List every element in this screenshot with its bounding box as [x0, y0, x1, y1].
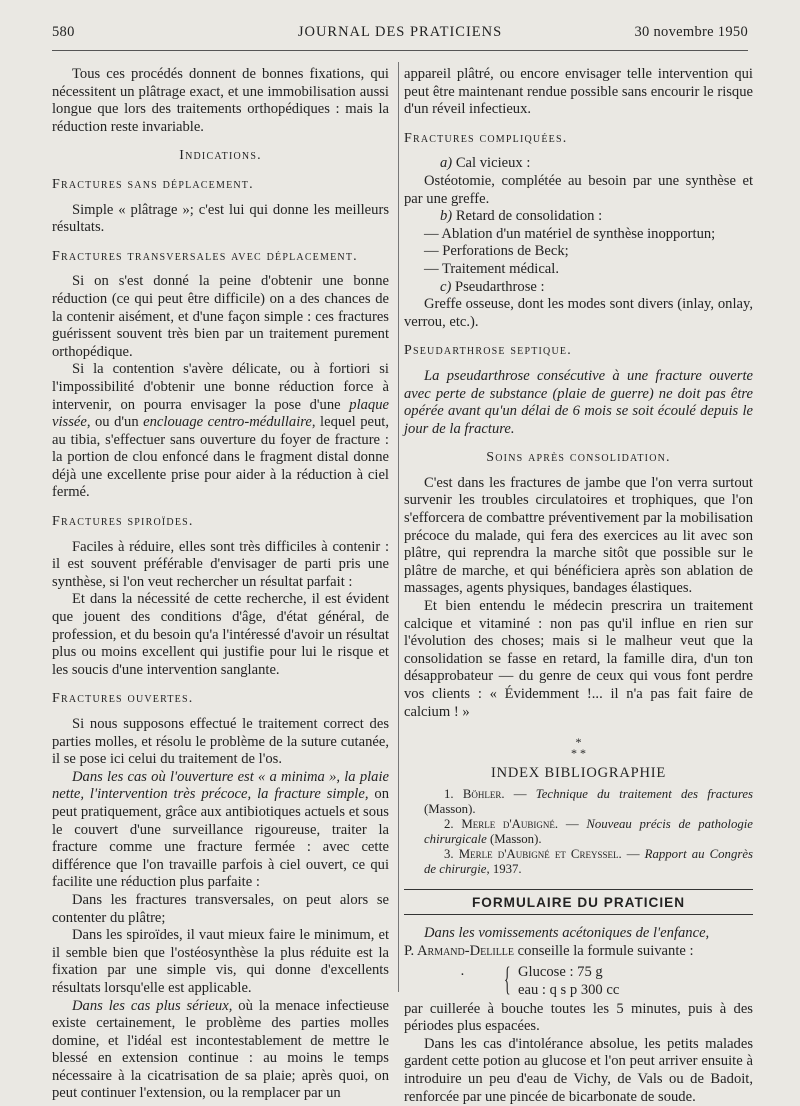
paragraph-ouvertes-1: Si nous supposons effectué le traitement correct des parties molles, et résolu le problème de la suture cutanée, il se pose ici celui du traitement de l'os. — [52, 716, 389, 768]
paragraph-greffe: Greffe osseuse, dont les modes sont divers (inlay, onlay, verrou, etc.). — [404, 296, 753, 330]
bib-title: Rapport au Congrès de chirurgie — [424, 846, 753, 876]
item-c-pseudarthrose — [404, 279, 753, 297]
bib-title: Nouveau précis de pathologie chirurgicale — [424, 816, 753, 846]
italic-run: Dans les cas où l'ouverture est « a minima », la plaie nette, l'intervention très précoce, la fracture simple, — [52, 768, 389, 803]
formulaire-banner: FORMULAIRE DU PRATICIEN — [404, 889, 753, 916]
italic-run: Dans les cas plus sérieux, — [72, 997, 233, 1014]
heading-fractures-spiroides: Fractures spiroïdes. — [52, 514, 194, 530]
bib-sep: — — [558, 816, 587, 831]
bib-entry-1 — [404, 787, 753, 817]
paragraph-osteotomie: Ostéotomie, complétée au besoin par une synthèse et par une greffe. — [404, 172, 753, 207]
stars-bottom: * * — [571, 746, 586, 761]
bib-sep: — — [504, 786, 536, 801]
paragraph-pseudarthrose: La pseudarthrose consécutive à une fracture ouverte avec perte de substance (plaie de guerre) ne doit pas être opérée avant qu'un délai de 6 mois se soit écoulé depuis le jour de la fracture. — [404, 367, 753, 437]
dash-item-perforations: — Perforations de Beck; — [424, 243, 569, 260]
bib-entry-2 — [404, 817, 753, 847]
header-rule — [52, 50, 748, 51]
dash-item-traitement: — Traitement médical. — [424, 260, 559, 277]
bib-number: 2. — [444, 816, 454, 831]
author-name: P. Armand-Delille — [404, 942, 515, 959]
left-column — [52, 66, 389, 1103]
heading-fractures-sans-deplacement: Fractures sans déplacement. — [52, 176, 254, 192]
paragraph-spiroides-2: Et dans la nécessité de cette recherche, il est évident que jouent des conditions d'âge, d'état général, de profession, et du besoin qu'a l'intéressé d'avoir un résultat plus ou moins excellent qui justifie pour lui le risque et les soucis d'une intervention sanglante. — [52, 591, 389, 678]
dash-item-ablation: — Ablation d'un matériel de synthèse inopportun; — [424, 225, 716, 242]
text-run: , ou d'un — [86, 414, 144, 431]
formula-line-glucose: Glucose : 75 g — [518, 963, 603, 980]
issue-date: 30 novembre 1950 — [634, 24, 748, 40]
section-separator — [404, 737, 753, 759]
brace-icon: { — [504, 960, 511, 998]
item-label: a) — [440, 155, 453, 172]
paragraph-transversales-2 — [52, 361, 389, 502]
heading-fractures-ouvertes: Fractures ouvertes. — [52, 691, 194, 707]
page-number: 580 — [52, 24, 75, 40]
bib-rest: , 1937. — [486, 861, 522, 876]
item-text: Pseudarthrose : — [451, 278, 545, 295]
journal-title: JOURNAL DES PRATICIENS — [297, 24, 503, 40]
formula-dot: · — [460, 966, 465, 983]
paragraph-ouvertes-5 — [52, 998, 389, 1104]
index-title: INDEX BIBLIOGRAPHIE — [490, 765, 667, 782]
item-label: c) — [440, 278, 452, 295]
formulaire-paragraph-2: par cuillerée à bouche toutes les 5 minutes, puis à des périodes plus espacées. — [404, 1000, 753, 1035]
item-text: Cal vicieux : — [452, 155, 531, 172]
term-plaque-vissee: plaque vissée — [52, 396, 389, 431]
running-head — [52, 24, 748, 48]
formulaire-paragraph-3: Dans les cas d'intolérance absolue, les petits malades gardent cette potion au glucose et l'on peut arriver ensuite à introduire un peu d'eau de Vichy, de Vals ou de Badoit, renforcée par une pincée de bicarbonate de soude. — [404, 1035, 753, 1105]
bib-title: Technique du traitement des fractures — [535, 786, 753, 801]
heading-indications: Indications. — [179, 148, 262, 164]
italic-run: Dans les vomissements acétoniques de l'enfance, — [424, 925, 710, 942]
text-run: où la menace infectieuse existe certainement, le problème des parties molles domine, et l'idéal est incontestablement de mettre le blessé en extension continue : au moins le temps nécessaire à la cicatrisation de sa plaie; après quoi, on peut continuer l'extension, ou la remplacer par un — [52, 997, 389, 1102]
item-label: b) — [440, 208, 453, 225]
formula-block — [404, 960, 753, 1001]
paragraph-ouvertes-4: Dans les spiroïdes, il vaut mieux faire le minimum, et il semble bien que l'ostéosynthèse la plus réduite est la fixation par une simple vis, qui donne d'excellents résultats lorsqu'elle est applicable. — [52, 927, 389, 996]
item-a-cal-vicieux — [404, 155, 753, 173]
bib-author: Böhler. — [462, 786, 505, 801]
bib-sep: — — [621, 846, 645, 861]
intro-paragraph: Tous ces procédés donnent de bonnes fixations, qui nécessitent un plâtrage exact, et une immobilisation aussi longue que lors des traitements orthopédiques : mais la réduction reste invariable. — [52, 66, 389, 135]
formula-line-eau: eau : q s p 300 cc — [518, 981, 620, 998]
term-enclouage: enclouage centro-médullaire — [143, 414, 312, 431]
bib-author: Merle d'Aubigné. — [461, 816, 559, 831]
paragraph-soins-1: C'est dans les fractures de jambe que l'on verra surtout survenir les troubles circulatoires et trophiques, que l'on s'efforcera de combattre préventivement par la mobilisation précoce du malade, qui fera des exercices au lit avec son plâtre, qui reprendra la marche sitôt que possible sur le plâtre de marche, et qui bénéficiera après son ablation de massages, agents physiques, bandages élastiques. — [404, 474, 753, 597]
star-top: * — [575, 735, 582, 750]
heading-fractures-compliquees: Fractures compliquées. — [404, 130, 568, 146]
bib-entry-3 — [404, 847, 753, 877]
text-run: Si la contention s'avère délicate, ou à fortiori si l'impossibilité d'obtenir une bonne réduction force à intervenir, on pourra envisager la pose d'une — [52, 361, 389, 413]
item-text: Retard de consolidation : — [452, 208, 603, 225]
bib-number: 1. — [444, 786, 454, 801]
formulaire-paragraph-1 — [404, 925, 753, 960]
bib-rest: (Masson). — [486, 831, 542, 846]
item-b-retard — [404, 208, 753, 226]
paragraph-ouvertes-2 — [52, 769, 389, 892]
bib-rest: (Masson). — [424, 801, 476, 816]
column-rule — [398, 62, 399, 992]
bib-number: 3. — [444, 846, 454, 861]
paragraph-transversales-1: Si on s'est donné la peine d'obtenir une bonne réduction (ce qui peut être difficile) on a des chances de la contenir aisément, et d'une façon simple : ces fractures guérissent souvent très bien par un traitement purement orthopédique. — [52, 273, 389, 360]
paragraph-ouvertes-3: Dans les fractures transversales, on peut alors se contenter du plâtre; — [52, 891, 389, 926]
heading-fractures-transversales: Fractures transversales avec déplacement. — [52, 248, 358, 264]
right-column — [404, 66, 753, 1106]
text-run: conseille la formule suivante : — [514, 942, 694, 959]
bib-author: Merle d'Aubigné et Creyssel. — [458, 846, 622, 861]
paragraph-sans-deplacement: Simple « plâtrage »; c'est lui qui donne les meilleurs résultats. — [52, 201, 389, 236]
paragraph-spiroides-1: Faciles à réduire, elles sont très difficiles à contenir : il est souvent préférable d'envisager de parti pris une synthèse, si l'on veut rechercher un résultat parfait : — [52, 538, 389, 590]
paragraph-soins-2: Et bien entendu le médecin prescrira un traitement calcique et vitaminé : non pas qu'il influe en rien sur l'évolution des choses; mais si le malheur veut que la consolidation se fasse en retard, la famille dira, d'un ton désapprobateur — du genre de ceux qui vous font perdre vos clients : « Évidemment !... il n'a pas fait faire de calcium ! » — [404, 598, 753, 720]
continuation-paragraph: appareil plâtré, ou encore envisager telle intervention qui peut être maintenant rendue possible sans encourir le risque d'un réveil infectieux. — [404, 66, 753, 118]
text-run: on peut pratiquement, grâce aux antibiotiques actuels et sous le couvert d'une surveillance rigoureuse, traiter la fracture comme une fracture fermée : avec cette différence que l'on travaille parfois à ciel ouvert, ce qui facilite une réduction plus parfaite : — [52, 786, 389, 891]
heading-soins-apres-consolidation: Soins après consolidation. — [486, 450, 671, 466]
heading-pseudarthrose-septique: Pseudarthrose septique. — [404, 343, 572, 359]
text-run: , lequel peut, au tibia, s'effectuer sans ouverture du foyer de fracture : la portion de clou enfoncé dans le fragment distal donne déjà une excellente prise pour aider à la réduction à ciel fermé. — [52, 414, 389, 501]
